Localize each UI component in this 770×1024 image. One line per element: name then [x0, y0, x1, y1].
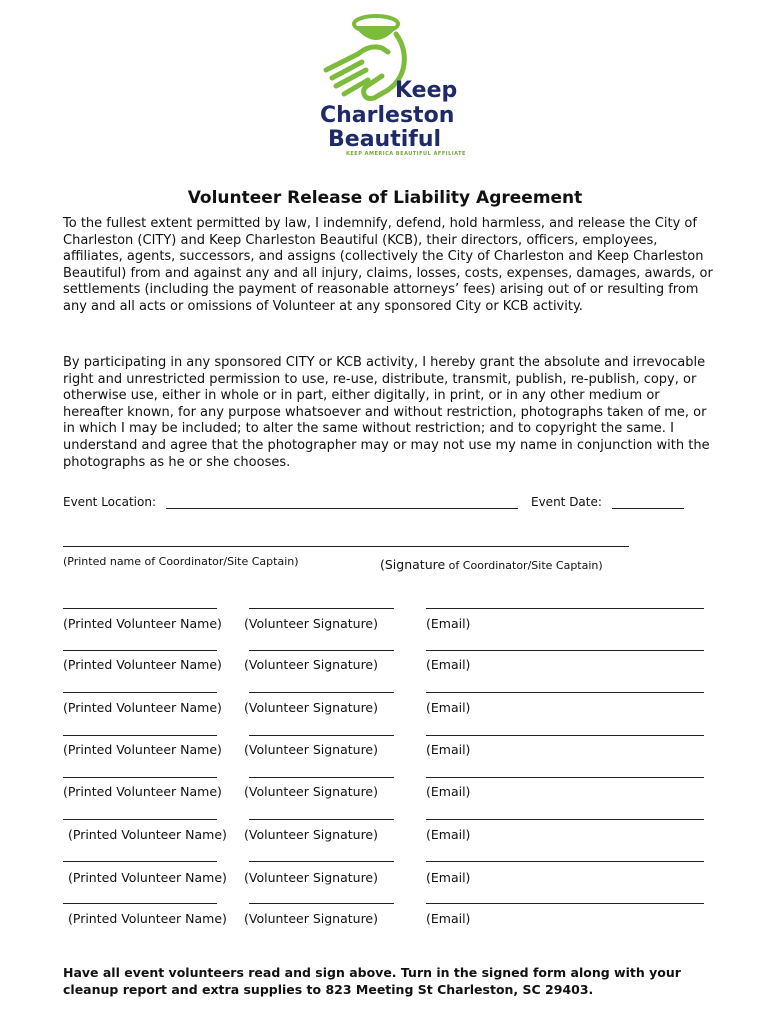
volunteer-name-field[interactable]	[63, 735, 217, 736]
volunteer-name-caption: (Printed Volunteer Name)	[63, 616, 222, 631]
volunteer-name-caption: (Printed Volunteer Name)	[68, 870, 227, 885]
volunteer-email-field[interactable]	[426, 861, 704, 862]
volunteer-name-caption: (Printed Volunteer Name)	[63, 784, 222, 799]
event-location-field[interactable]	[166, 508, 518, 509]
volunteer-signature-field[interactable]	[249, 650, 394, 651]
volunteer-name-field[interactable]	[63, 650, 217, 651]
coordinator-signature-caption	[380, 554, 603, 573]
volunteer-signature-caption: (Volunteer Signature)	[244, 784, 378, 799]
volunteer-name-field[interactable]	[63, 861, 217, 862]
volunteer-signature-caption: (Volunteer Signature)	[244, 657, 378, 672]
volunteer-name-caption: (Printed Volunteer Name)	[68, 911, 227, 926]
volunteer-email-caption: (Email)	[426, 742, 471, 757]
volunteer-email-caption: (Email)	[426, 870, 471, 885]
coordinator-signature-caption-a: (Signature	[380, 557, 446, 572]
volunteer-signature-field[interactable]	[249, 903, 394, 904]
volunteer-email-field[interactable]	[426, 903, 704, 904]
kcb-logo	[318, 14, 466, 160]
volunteer-name-field[interactable]	[63, 608, 217, 609]
indemnity-paragraph: To the fullest extent permitted by law, I indemnify, defend, hold harmless, and release the City of Charleston (CITY) and Keep Charleston Beautiful (KCB), their directors, officers, employees, affiliates, agents, successors, and assigns (collectively the City of Charleston and Keep Charleston Beautiful) from and against any and all injury, claims, losses, costs, expenses, damages, awards, or settlements (including the payment of reasonable attorneys’ fees) arising out of or resulting from any and all acts or omissions of Volunteer at any sponsored City or KCB activity.	[63, 216, 713, 314]
event-date-field[interactable]	[612, 508, 684, 509]
volunteer-signature-field[interactable]	[249, 777, 394, 778]
photo-release-paragraph: By participating in any sponsored CITY or KCB activity, I hereby grant the absolute and irrevocable right and unrestricted permission to use, re-use, distribute, transmit, publish, re-publish, copy, or otherwise use, either in whole or in part, either digitally, in print, or in any other medium or hereafter known, for any purpose whatsoever and without restriction, photographs taken of me, or in which I may be included; to alter the same without restriction; and to copyright the same. I understand and agree that the photographer may or may not use my name in conjunction with the photographs as he or she chooses.	[63, 355, 710, 470]
volunteer-signature-field[interactable]	[249, 735, 394, 736]
volunteer-signature-field[interactable]	[249, 692, 394, 693]
volunteer-email-field[interactable]	[426, 650, 704, 651]
volunteer-name-field[interactable]	[63, 692, 217, 693]
volunteer-signature-field[interactable]	[249, 819, 394, 820]
volunteer-email-caption: (Email)	[426, 616, 471, 631]
volunteer-signature-caption: (Volunteer Signature)	[244, 870, 378, 885]
volunteer-email-caption: (Email)	[426, 700, 471, 715]
volunteer-email-field[interactable]	[426, 819, 704, 820]
volunteer-signature-field[interactable]	[249, 861, 394, 862]
logo-line-keep: Keep	[395, 78, 458, 103]
event-location-label: Event Location:	[63, 495, 156, 509]
volunteer-name-caption: (Printed Volunteer Name)	[63, 742, 222, 757]
volunteer-signature-caption: (Volunteer Signature)	[244, 911, 378, 926]
document-title: Volunteer Release of Liability Agreement	[187, 188, 583, 208]
coordinator-name-caption: (Printed name of Coordinator/Site Captain)	[63, 555, 299, 568]
coordinator-field[interactable]	[63, 546, 629, 547]
volunteer-signature-caption: (Volunteer Signature)	[244, 616, 378, 631]
volunteer-name-caption: (Printed Volunteer Name)	[63, 657, 222, 672]
volunteer-email-caption: (Email)	[426, 657, 471, 672]
volunteer-name-caption: (Printed Volunteer Name)	[68, 827, 227, 842]
volunteer-signature-caption: (Volunteer Signature)	[244, 827, 378, 842]
volunteer-email-caption: (Email)	[426, 784, 471, 799]
volunteer-name-field[interactable]	[63, 819, 217, 820]
volunteer-email-caption: (Email)	[426, 911, 471, 926]
volunteer-signature-field[interactable]	[249, 608, 394, 609]
volunteer-email-field[interactable]	[426, 735, 704, 736]
coordinator-signature-caption-b: of Coordinator/Site Captain)	[445, 559, 603, 572]
volunteer-email-field[interactable]	[426, 608, 704, 609]
volunteer-name-field[interactable]	[63, 903, 217, 904]
logo-line-charleston: Charleston	[320, 103, 455, 128]
logo-line-beautiful: Beautiful	[328, 127, 442, 152]
volunteer-email-field[interactable]	[426, 692, 704, 693]
volunteer-signature-caption: (Volunteer Signature)	[244, 700, 378, 715]
footer-instructions: Have all event volunteers read and sign above. Turn in the signed form along with your cleanup report and extra supplies to 823 Meeting St Charleston, SC 29403.	[63, 965, 681, 997]
event-date-label: Event Date:	[531, 495, 602, 509]
logo-tagline: KEEP AMERICA BEAUTIFUL AFFILIATE	[346, 151, 466, 157]
volunteer-name-field[interactable]	[63, 777, 217, 778]
volunteer-email-caption: (Email)	[426, 827, 471, 842]
volunteer-name-caption: (Printed Volunteer Name)	[63, 700, 222, 715]
volunteer-email-field[interactable]	[426, 777, 704, 778]
volunteer-signature-caption: (Volunteer Signature)	[244, 742, 378, 757]
